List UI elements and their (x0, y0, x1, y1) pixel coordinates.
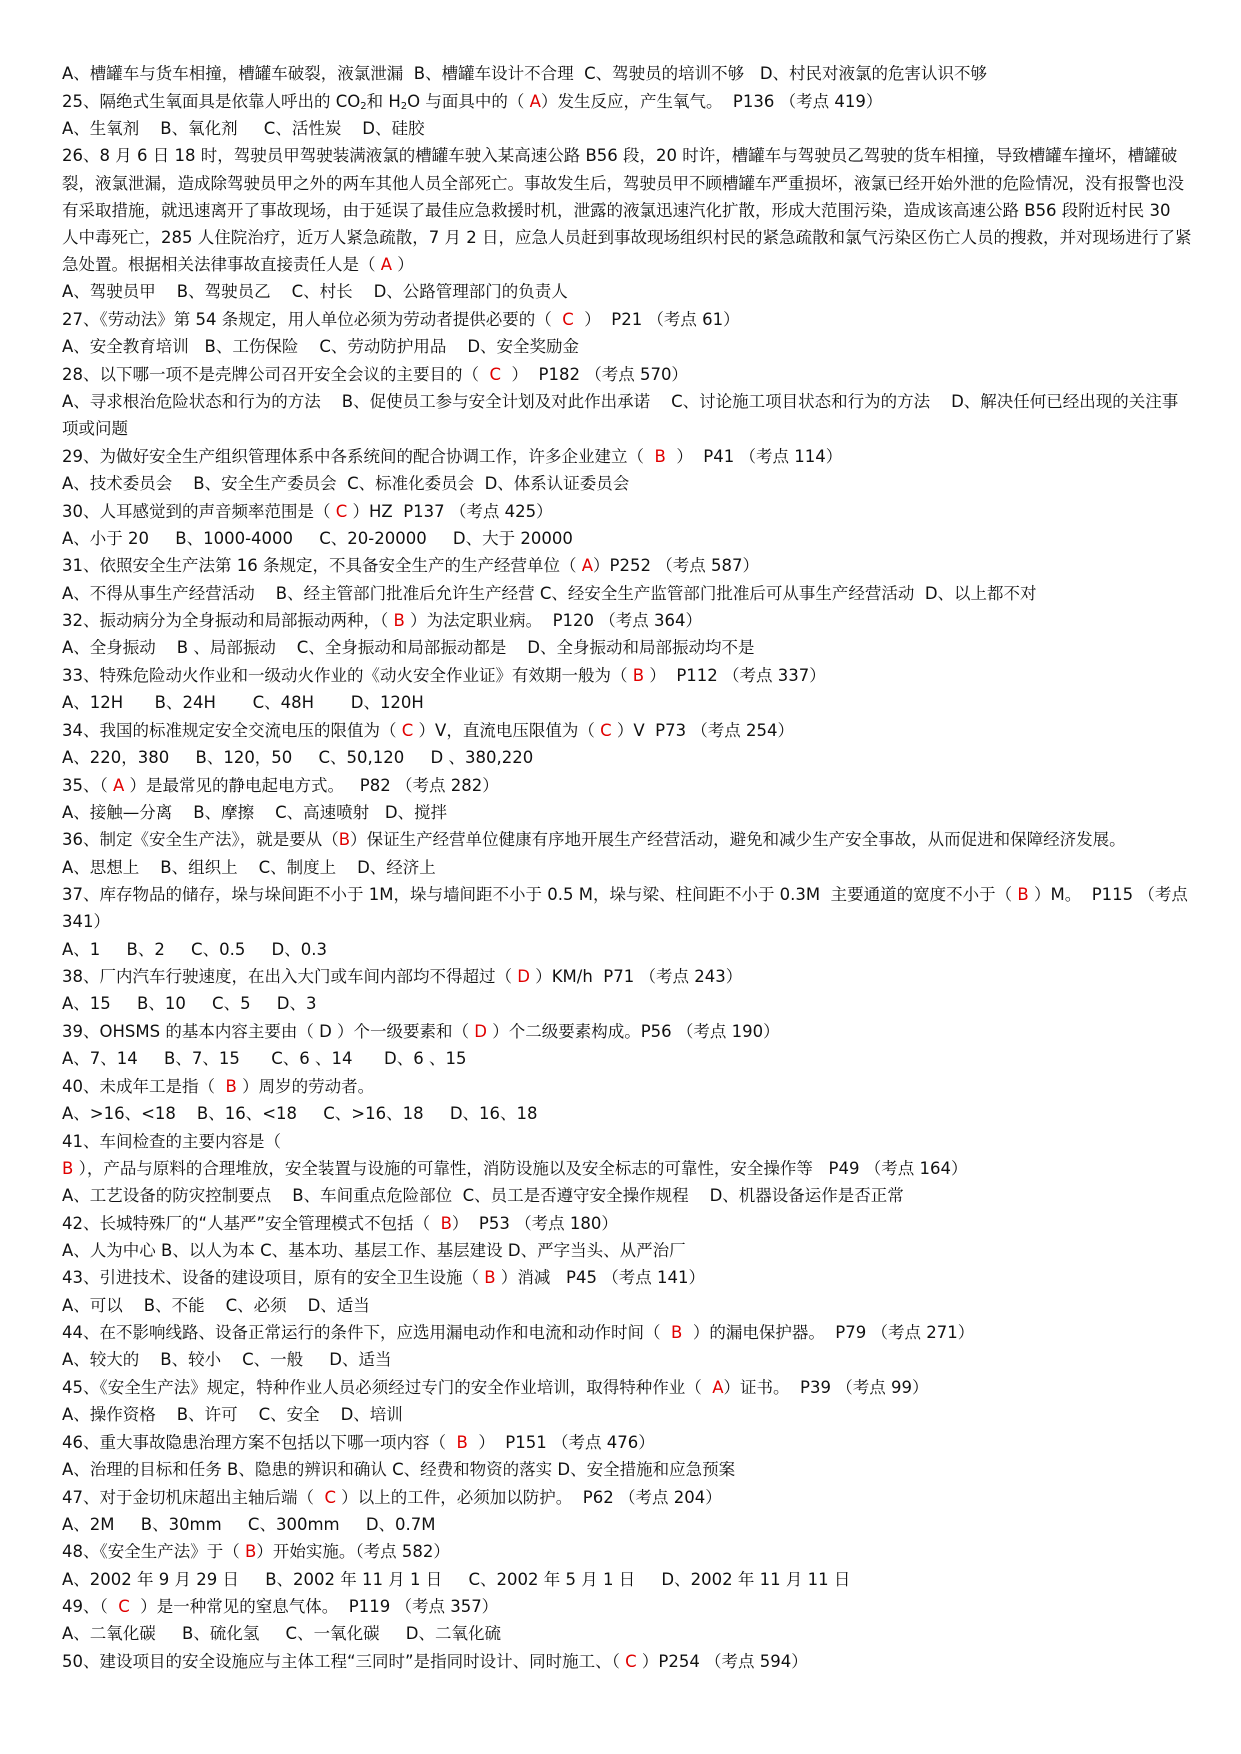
text-run: ） P182 （考点 570） (501, 364, 688, 384)
text-run: 38、厂内汽车行驶速度，在出入大门或车间内部均不得超过（ (62, 967, 518, 987)
answer-mark: B (440, 1213, 452, 1233)
text-run: 44、在不影响线路、设备正常运行的条件下，应选用漏电动作和电流和动作时间（ (62, 1323, 671, 1343)
text-run: A、小于 20 B、1000-4000 C、20-20000 D、大于 20000 (62, 528, 573, 548)
question-line (62, 306, 1192, 333)
text-run: A、7、14 B、7、15 C、6 、14 D、6 、15 (62, 1049, 467, 1069)
question-line (62, 361, 1192, 388)
answer-mark: C (562, 310, 574, 329)
options-line (62, 1237, 1192, 1264)
text-run: A、不得从事生产经营活动 B、经主管部门批准后允许生产经营 C、经安全生产监管部门批准后可从事生产经营活动 D、以上都不对 (62, 583, 1037, 603)
options-line (62, 1566, 1192, 1593)
text-run: ）消减 P45 （考点 141） (495, 1268, 705, 1288)
answer-mark: D (517, 967, 530, 987)
text-run: 48、《安全生产法》于（ (62, 1542, 245, 1562)
options-line (62, 115, 1192, 142)
text-run: A、接触—分离 B、摩擦 C、高速喷射 D、搅拌 (62, 802, 448, 822)
text-run: ） P151 （考点 476） (467, 1432, 655, 1452)
answer-mark: B (62, 1158, 74, 1178)
text-run: A、技术委员会 B、安全生产委员会 C、标准化委员会 D、体系认证委员会 (62, 474, 630, 493)
text-run: ）HZ P137 （考点 425） (347, 501, 553, 521)
text-run: A、工艺设备的防灾控制要点 B、车间重点危险部位 C、员工是否遵守安全操作规程 D、机器设备运作是否正常 (62, 1185, 904, 1205)
text-run: 45、《安全生产法》规定，特种作业人员必须经过专门的安全作业培训，取得特种作业（ (62, 1377, 713, 1397)
answer-mark: B (245, 1542, 257, 1562)
text-run: A、220，380 B、120，50 C、50,120 D 、380,220 (62, 747, 534, 767)
text-run: 49、（ (62, 1597, 119, 1617)
options-line (62, 470, 1192, 497)
answer-mark: B (456, 1432, 468, 1452)
text-run: 34、我国的标准规定安全交流电压的限值为（ (62, 720, 402, 740)
text-run: A、可以 B、不能 C、必须 D、适当 (62, 1295, 370, 1315)
question-line (62, 1264, 1192, 1291)
subscript: 2 (360, 100, 367, 112)
answer-mark: C (401, 720, 414, 740)
text-run: 42、长城特殊厂的“人基严”安全管理模式不包括（ (62, 1213, 441, 1233)
question-line (62, 717, 1192, 744)
answer-mark: C (324, 1487, 337, 1507)
text-run: A、二氧化碳 B、硫化氢 C、一氧化碳 D、二氧化硫 (62, 1624, 502, 1644)
question-line (62, 607, 1192, 634)
text-run: ）周岁的劳动者。 (236, 1076, 375, 1096)
question-line (62, 1018, 1192, 1045)
text-run: ）是最常见的静电起电方式。 P82 （考点 282） (124, 775, 499, 795)
text-run: 41、车间检查的主要内容是（ (62, 1131, 292, 1151)
answer-mark: C (625, 1651, 637, 1671)
text-run: 26、8 月 6 日 18 时，驾驶员甲驾驶装满液氯的槽罐车驶入某高速公路 B56 段，20 时许，槽罐车与驾驶员乙驾驶的货车相撞，导致槽罐车撞坏，槽罐破裂，液氯泄漏，造成除驾驶员甲之外的两车其他人员全部死亡。事故发生后，驾驶员甲不顾槽罐车严重损坏，液氯已经开始外泄的危险情况，没有报警也没有采取措施，就迅速离开了事故现场，由于延误了最佳应急救援时机，泄露的液氯迅速汽化扩散，形成大范围污染，造成该高速公路 B56 段附近村民 30 人中毒死亡，285 人住院治疗，近万人紧急疏散，7 月 2 日，应急人员赶到事故现场组织村民的紧急疏散和氯气污染区伤亡人员的搜救，并对现场进行了紧急处置。根据相关法律事故直接责任人是（ (62, 146, 1192, 275)
text-run: A、>16、<18 B、16、<18 C、>16、18 D、16、18 (62, 1103, 538, 1123)
text-run: A、生氧剂 B、氧化剂 C、活性炭 D、硅胶 (62, 118, 425, 138)
text-run: ）开始实施。（考点 582） (256, 1542, 450, 1562)
text-run: A、12H B、24H C、48H D、120H (62, 693, 424, 713)
answer-mark: A (581, 556, 594, 576)
options-line (62, 1511, 1192, 1538)
text-run: A、寻求根治危险状态和行为的方法 B、促使员工参与安全计划及对此作出承诺 C、讨论施工项目状态和行为的方法 D、解决任何已经出现的关注事项或问题 (62, 392, 1179, 439)
question-line (62, 1429, 1192, 1456)
text-run: ） (392, 255, 414, 275)
question-line (62, 826, 1192, 853)
answer-mark: B (654, 446, 666, 466)
text-run: ） P53 （考点 180） (451, 1213, 618, 1233)
question-line (62, 881, 1192, 935)
question-line (62, 1484, 1192, 1511)
options-line (62, 388, 1192, 442)
question-line (62, 963, 1192, 990)
text-run: ）V，直流电压限值为（ (413, 720, 601, 740)
question-line (62, 552, 1192, 579)
answer-mark: C (118, 1597, 130, 1617)
text-run: 36、制定《安全生产法》，就是要从（ (62, 830, 339, 850)
text-run: 和 H (366, 91, 401, 111)
text-run: 43、引进技术、设备的建设项目，原有的安全卫生设施（ (62, 1268, 485, 1288)
text-run: 25、隔绝式生氧面具是依靠人呼出的 CO (62, 91, 361, 111)
text-run: ）保证生产经营单位健康有序地开展生产经营活动，避免和减少生产安全事故，从而促进和保障经济发展。 (350, 830, 1126, 850)
text-run: ）发生反应，产生氧气。 P136 （考点 419） (540, 91, 883, 111)
text-run: ）P254 （考点 594） (636, 1651, 808, 1671)
text-run: ）以上的工件，必须加以防护。 P62 （考点 204） (336, 1487, 722, 1507)
question-line (62, 142, 1192, 278)
answer-mark: C (489, 364, 502, 384)
text-run: ）为法定职业病。 P120 （考点 364） (404, 611, 702, 631)
question-line (62, 88, 1192, 115)
text-run: 27、《劳动法》第 54 条规定，用人单位必须为劳动者提供必要的（ (62, 310, 563, 329)
options-line (62, 936, 1192, 963)
text-run: ）个二级要素构成。P56 （考点 190） (486, 1021, 780, 1041)
text-run: 29、为做好安全生产组织管理体系中各系统间的配合协调工作，许多企业建立（ (62, 446, 655, 466)
options-line (62, 1100, 1192, 1127)
question-line (62, 1374, 1192, 1401)
text-run: A、15 B、10 C、5 D、3 (62, 994, 317, 1014)
options-line (62, 1401, 1192, 1428)
text-run: 39、OHSMS 的基本内容主要由（ D ）个一级要素和（ (62, 1021, 475, 1041)
answer-mark: B (338, 830, 351, 850)
answer-mark: B (225, 1076, 237, 1096)
text-run: A、较大的 B、较小 C、一般 D、适当 (62, 1350, 392, 1370)
text-run: A、思想上 B、组织上 C、制度上 D、经济上 (62, 857, 436, 877)
answer-mark: C (335, 501, 348, 521)
text-run: 47、对于金切机床超出主轴后端（ (62, 1487, 325, 1507)
question-line (62, 1593, 1192, 1620)
question-line (62, 1538, 1192, 1565)
text-run: A、驾驶员甲 B、驾驶员乙 C、村长 D、公路管理部门的负责人 (62, 282, 568, 302)
text-run: ）V P73 （考点 254） (611, 720, 795, 740)
answer-mark: B (1017, 885, 1029, 905)
text-run: ）证书。 P39 （考点 99） (723, 1377, 929, 1397)
answer-mark: B (632, 665, 645, 685)
text-run: 31、依照安全生产法第 16 条规定，不具备安全生产的生产经营单位（ (62, 556, 582, 576)
answer-mark: C (600, 720, 612, 740)
question-line (62, 443, 1192, 470)
answer-mark: B (393, 611, 405, 631)
text-run: ）是一种常见的窒息气体。 P119 （考点 357） (129, 1597, 499, 1617)
options-line (62, 580, 1192, 607)
text-run: A、槽罐车与货车相撞，槽罐车破裂，液氯泄漏 B、槽罐车设计不合理 C、驾驶员的培训不够 D、村民对液氯的危害认识不够 (62, 64, 988, 83)
options-line (62, 744, 1192, 771)
text-run: 28、以下哪一项不是壳牌公司召开安全会议的主要目的（ (62, 364, 490, 384)
options-line (62, 854, 1192, 881)
answer-mark: A (529, 91, 541, 111)
answer-mark: D (474, 1021, 487, 1041)
options-line (62, 60, 1192, 87)
text-run: 40、未成年工是指（ (62, 1076, 226, 1096)
question-line (62, 1128, 1192, 1182)
options-line (62, 333, 1192, 360)
options-line (62, 990, 1192, 1017)
question-line (62, 1319, 1192, 1346)
text-run: ） P112 （考点 337） (644, 665, 826, 685)
text-run: A、2M B、30mm C、300mm D、0.7M (62, 1514, 436, 1534)
answer-mark: A (380, 255, 393, 275)
text-run: 46、重大事故隐患治理方案不包括以下哪一项内容（ (62, 1432, 457, 1452)
options-line (62, 1045, 1192, 1072)
subscript: 2 (400, 100, 408, 112)
options-line (62, 525, 1192, 552)
text-run: A、安全教育培训 B、工伤保险 C、劳动防护用品 D、安全奖励金 (62, 337, 580, 357)
text-run: ）P252 （考点 587） (593, 556, 759, 576)
options-line (62, 799, 1192, 826)
options-line (62, 1292, 1192, 1319)
options-line (62, 278, 1192, 305)
text-run: ）M。 P115 （考点 341） (62, 885, 1194, 932)
text-run: 32、振动病分为全身振动和局部振动两种，（ (62, 611, 394, 631)
text-run: ），产品与原料的合理堆放，安全装置与设施的可靠性，消防设施以及安全标志的可靠性，安全操作等 P49 （考点 164） (73, 1158, 968, 1178)
document-page (62, 60, 1192, 1675)
question-line (62, 772, 1192, 799)
text-run: ） P21 （考点 61） (573, 310, 740, 329)
text-run: ）的漏电保护器。 P79 （考点 271） (682, 1323, 975, 1343)
text-run: ）KM/h P71 （考点 243） (529, 967, 743, 987)
text-run: 33、特殊危险动火作业和一级动火作业的《动火安全作业证》有效期一般为（ (62, 665, 633, 685)
answer-mark: B (671, 1323, 683, 1343)
answer-mark: A (113, 775, 125, 795)
text-run: 37、库存物品的储存，垛与垛间距不小于 1M，垛与墙间距不小于 0.5 M，垛与梁、柱间距不小于 0.3M 主要通道的宽度不小于（ (62, 885, 1018, 905)
question-line (62, 662, 1192, 689)
options-line (62, 1620, 1192, 1647)
text-run: 30、人耳感觉到的声音频率范围是（ (62, 501, 336, 521)
answer-mark: B (484, 1268, 496, 1288)
question-line (62, 1210, 1192, 1237)
text-run: A、全身振动 B 、局部振动 C、全身振动和局部振动都是 D、全身振动和局部振动均不是 (62, 638, 755, 658)
options-line (62, 689, 1192, 716)
question-line (62, 1648, 1192, 1675)
question-line (62, 1073, 1192, 1100)
text-run: A、治理的目标和任务 B、隐患的辨识和确认 C、经费和物资的落实 D、安全措施和应急预案 (62, 1459, 736, 1479)
options-line (62, 1456, 1192, 1483)
question-line (62, 498, 1192, 525)
text-run: O 与面具中的（ (407, 91, 530, 111)
answer-mark: A (712, 1377, 724, 1397)
text-run: ） P41 （考点 114） (665, 446, 843, 466)
text-run: A、2002 年 9 月 29 日 B、2002 年 11 月 1 日 C、2002 年 5 月 1 日 D、2002 年 11 月 11 日 (62, 1569, 851, 1589)
options-line (62, 634, 1192, 661)
options-line (62, 1346, 1192, 1373)
text-run: A、人为中心 B、以人为本 C、基本功、基层工作、基层建设 D、严字当头、从严治厂 (62, 1240, 686, 1260)
text-run: 35、（ (62, 775, 113, 795)
text-run: 50、建设项目的安全设施应与主体工程“三同时”是指同时设计、同时施工、（ (62, 1651, 626, 1671)
text-run: A、1 B、2 C、0.5 D、0.3 (62, 939, 327, 959)
options-line (62, 1182, 1192, 1209)
text-run: A、操作资格 B、许可 C、安全 D、培训 (62, 1405, 403, 1425)
